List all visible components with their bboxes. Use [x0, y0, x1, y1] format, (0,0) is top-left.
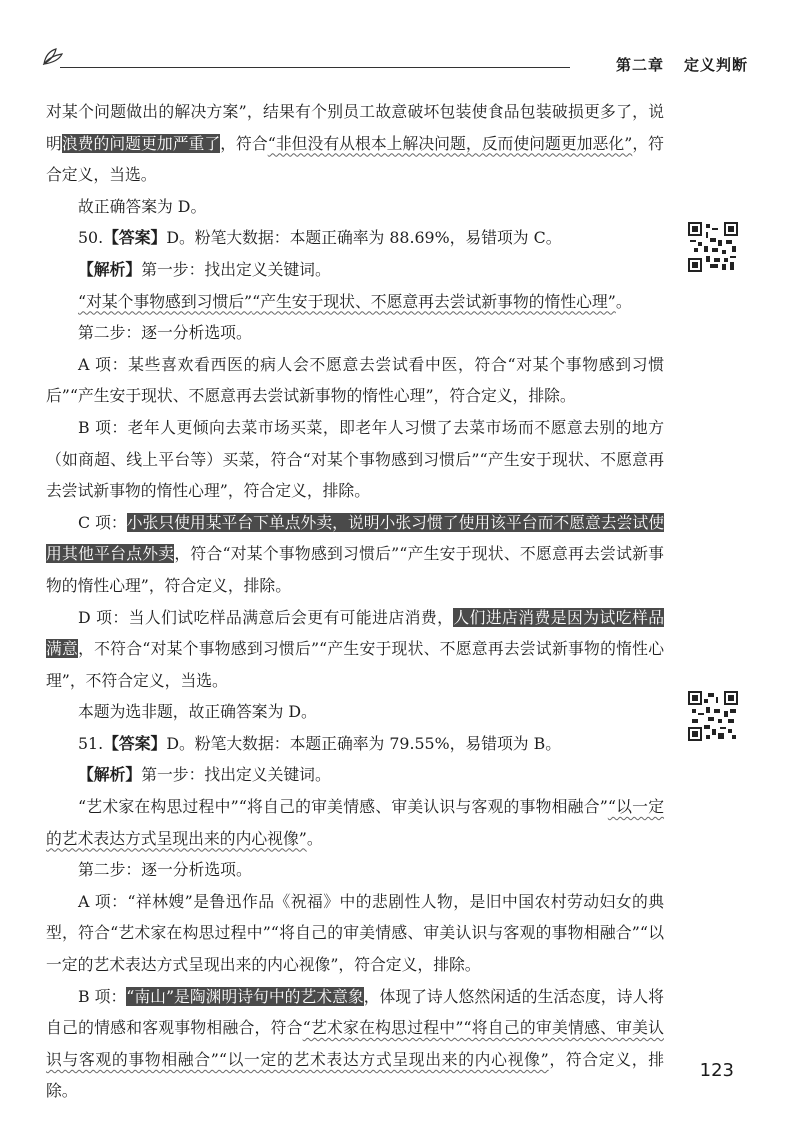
qr-code-icon [688, 691, 738, 741]
section-label: 定义判断 [683, 56, 748, 74]
keyword-underline: “产生安于现状、不愿意再去尝试新事物的惰性心理” [252, 291, 616, 311]
page-number: 123 [699, 1060, 734, 1081]
q51-option-b: B 项：“南山”是陶渊明诗句中的艺术意象，体现了诗人悠然闲适的生活态度，诗人将自己的情感和客观事物相融合，符合“艺术家在构思过程中”“将自己的审美情感、审美认识与客观的事物相融合”“以一定的艺术表达方式呈现出来的内心视像”，符合定义，排除。 [46, 986, 664, 1101]
highlight-text: “南山”是陶渊明诗句中的艺术意象 [126, 986, 364, 1006]
q50-option-b: B 项：老年人更倾向去菜市场买菜，即老年人习惯了去菜市场而不愿意去别的地方（如商超、线上平台等）买菜，符合“对某个事物感到习惯后”“产生安于现状、不愿意再去尝试新事物的惰性心理”，符合定义，排除。 [46, 417, 664, 501]
q51-step2: 第二步：逐一分析选项。 [78, 860, 252, 880]
answer-conclusion: 故正确答案为 D。 [78, 196, 207, 216]
q51-keywords: “艺术家在构思过程中”“将自己的审美情感、审美认识与客观的事物相融合”“以一定的艺术表达方式呈现出来的内心视像”。 [46, 797, 665, 848]
q50-option-a: A 项：某些喜欢看西医的病人会不愿意去尝试看中医，符合“对某个事物感到习惯后”“产生安于现状、不愿意再去尝试新事物的惰性心理”，符合定义，排除。 [46, 354, 664, 406]
q50-keywords: “对某个事物感到习惯后”“产生安于现状、不愿意再去尝试新事物的惰性心理”。 [78, 291, 632, 311]
q50-conclusion: 本题为选非题，故正确答案为 D。 [78, 702, 317, 722]
page-header [40, 40, 760, 80]
q51-answer: 51.【答案】D。粉笔大数据：本题正确率为 79.55%，易错项为 B。 [78, 733, 562, 753]
paragraph-continuation: 对某个问题做出的解决方案”，结果有个别员工故意破坏包装使食品包装破损更多了，说明浪费的问题更加严重了，符合“非但没有从根本上解决问题，反而使问题更加恶化”，符合定义，当选。 [46, 102, 664, 185]
q50-answer: 50.【答案】D。粉笔大数据：本题正确率为 88.69%，易错项为 C。 [78, 228, 562, 248]
chapter-label: 第二章 [615, 56, 664, 74]
leaf-icon [40, 46, 66, 72]
q50-analysis-step1: 【解析】第一步：找出定义关键词。 [78, 259, 331, 279]
q50-option-c: C 项：小张只使用某平台下单点外卖，说明小张习惯了使用该平台而不愿意去尝试使用其他平台点外卖，符合“对某个事物感到习惯后”“产生安于现状、不愿意再去尝试新事物的惰性心理”，符合定义，排除。 [46, 512, 664, 595]
keyword-underline: “对某个事物感到习惯后” [78, 291, 253, 311]
keyword-underline: “非但没有从根本上解决问题，反而使问题更加恶化” [267, 133, 633, 153]
q51-analysis-step1: 【解析】第一步：找出定义关键词。 [78, 765, 331, 785]
highlight-text: 小张只使用某平台下单点外卖，说明小张习惯了使用该平台而不愿意去尝试使用其他平台点外卖 [46, 512, 664, 564]
q50-step2: 第二步：逐一分析选项。 [78, 323, 252, 343]
keyword-underline: “艺术家在构思过程中”“将自己的审美情感、审美认识与客观的事物相融合”“以一定的艺术表达方式呈现出来的内心视像” [46, 1018, 664, 1069]
chapter-title [616, 54, 748, 75]
qr-code-icon [688, 222, 738, 272]
page-body [46, 96, 664, 1107]
highlight-text: 浪费的问题更加严重了 [61, 133, 221, 153]
header-rule [60, 67, 570, 68]
q51-option-a: A 项：“祥林嫂”是鲁迅作品《祝福》中的悲剧性人物，是旧中国农村劳动妇女的典型，符合“艺术家在构思过程中”“将自己的审美情感、审美认识与客观的事物相融合”“以一定的艺术表达方式呈现出来的内心视像”，符合定义，排除。 [46, 891, 664, 975]
highlight-text: 人们进店消费是因为试吃样品满意 [46, 607, 664, 659]
keyword-underline: “以一定的艺术表达方式呈现出来的内心视像” [46, 797, 665, 848]
q50-option-d: D 项：当人们试吃样品满意后会更有可能进店消费，人们进店消费是因为试吃样品满意，不符合“对某个事物感到习惯后”“产生安于现状、不愿意再去尝试新事物的惰性心理”，不符合定义，当选。 [46, 607, 664, 690]
